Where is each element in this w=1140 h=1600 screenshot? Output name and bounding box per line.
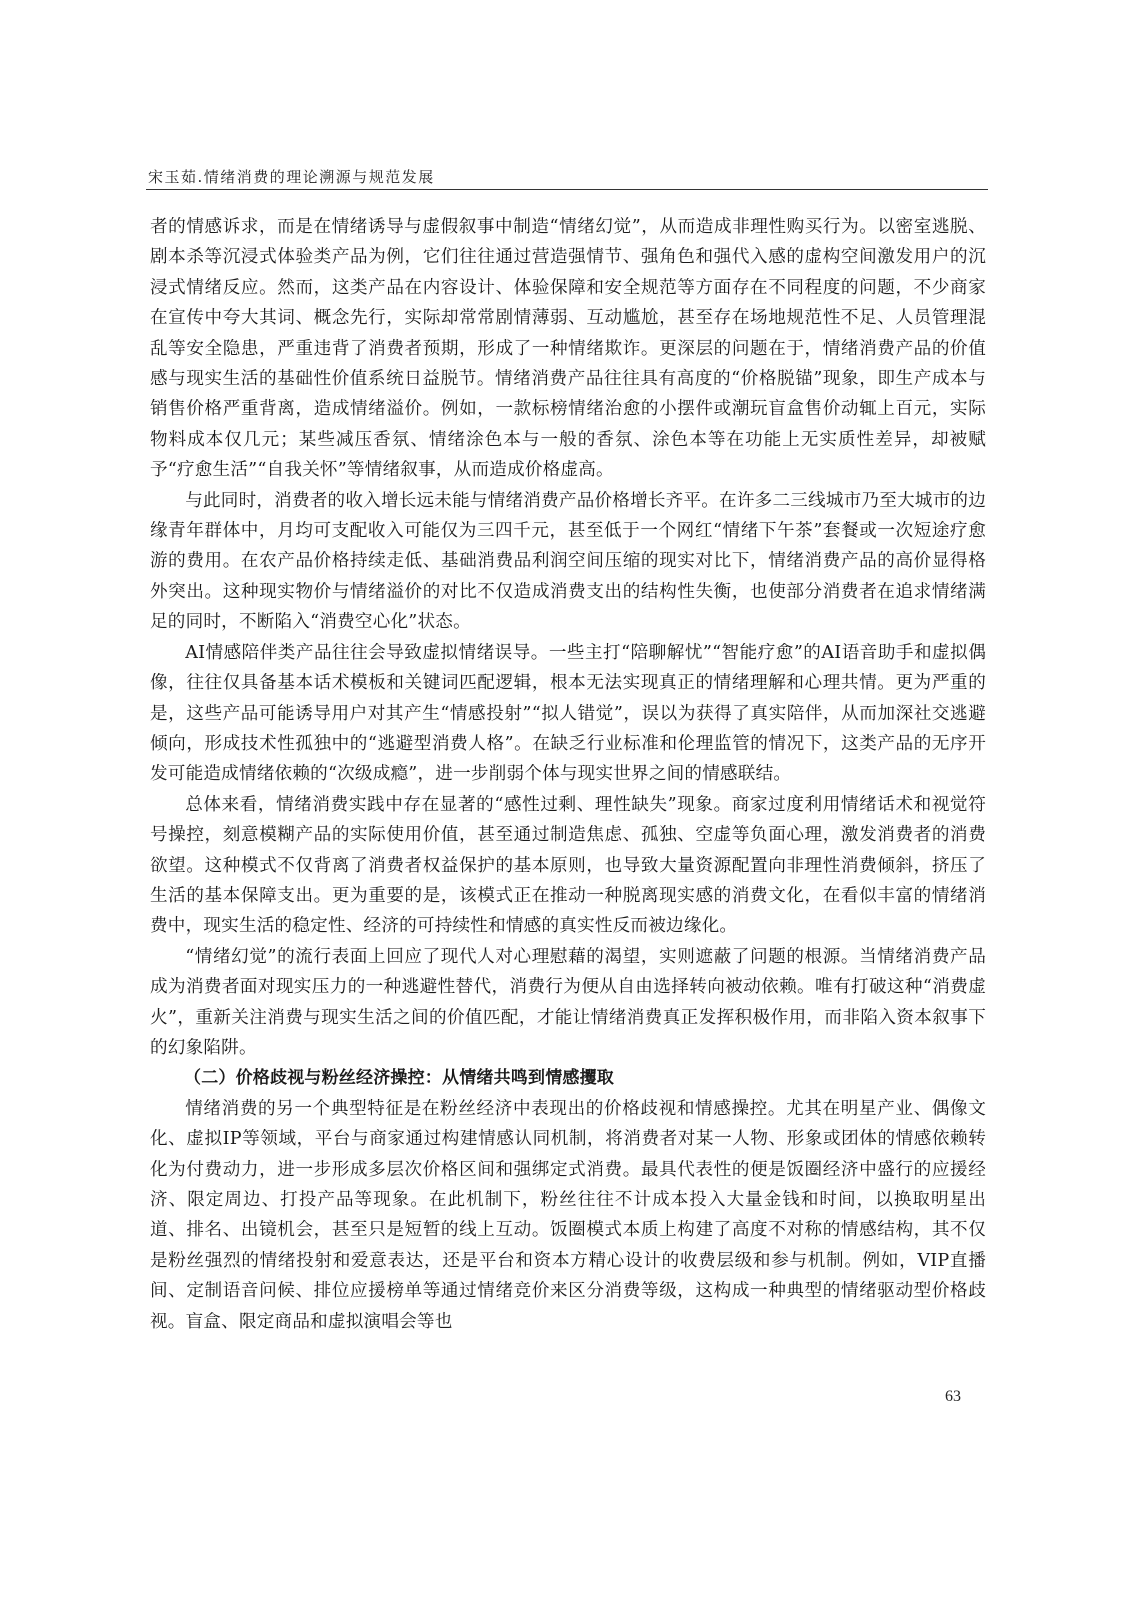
paragraph-1: 者的情感诉求，而是在情绪诱导与虚假叙事中制造“情绪幻觉”，从而造成非理性购买行为。以密室逃脱、剧本杀等沉浸式体验类产品为例，它们往往通过营造强情节、强角色和强代入感的虚构空间激发用户的沉浸式情绪反应。然而，这类产品在内容设计、体验保障和安全规范等方面存在不同程度的问题，不少商家在宣传中夸大其词、概念先行，实际却常常剧情薄弱、互动尴尬，甚至存在场地规范性不足、人员管理混乱等安全隐患，严重违背了消费者预期，形成了一种情绪欺诈。更深层的问题在于，情绪消费产品的价值感与现实生活的基础性价值系统日益脱节。情绪消费产品往往具有高度的“价格脱锚”现象，即生产成本与销售价格严重背离，造成情绪溢价。例如，一款标榜情绪治愈的小摆件或潮玩盲盒售价动辄上百元，实际物料成本仅几元；某些减压香氛、情绪涂色本与一般的香氛、涂色本等在功能上无实质性差异，却被赋予“疗愈生活”“自我关怀”等情绪叙事，从而造成价格虚高。 <box>150 217 986 481</box>
page-number: 63 <box>945 1388 961 1405</box>
paragraph-2: 与此同时，消费者的收入增长远未能与情绪消费产品价格增长齐平。在许多二三线城市乃至大城市的边缘青年群体中，月均可支配收入可能仅为三四千元，甚至低于一个网红“情绪下午茶”套餐或一次短途疗愈游的费用。在农产品价格持续走低、基础消费品利润空间压缩的现实对比下，情绪消费产品的高价显得格外突出。这种现实物价与情绪溢价的对比不仅造成消费支出的结构性失衡，也使部分消费者在追求情绪满足的同时，不断陷入“消费空心化”状态。 <box>150 490 986 633</box>
section-heading: （二）价格歧视与粉丝经济操控：从情绪共鸣到情感攫取 <box>184 1068 614 1089</box>
body-text <box>150 212 986 1337</box>
running-head: 宋玉茹.情绪消费的理论溯源与规范发展 <box>148 168 435 186</box>
paragraph-4: 总体来看，情绪消费实践中存在显著的“感性过剩、理性缺失”现象。商家过度利用情绪话术和视觉符号操控，刻意模糊产品的实际使用价值，甚至通过制造焦虑、孤独、空虚等负面心理，激发消费者的消费欲望。这种模式不仅背离了消费者权益保护的基本原则，也导致大量资源配置向非理性消费倾斜，挤压了生活的基本保障支出。更为重要的是，该模式正在推动一种脱离现实感的消费文化，在看似丰富的情绪消费中，现实生活的稳定性、经济的可持续性和情感的真实性反而被边缘化。 <box>150 794 986 937</box>
header-rule <box>146 189 988 190</box>
paragraph-3: AI情感陪伴类产品往往会导致虚拟情绪误导。一些主打“陪聊解忧”“智能疗愈”的AI语音助手和虚拟偶像，往往仅具备基本话术模板和关键词匹配逻辑，根本无法实现真正的情绪理解和心理共情。更为严重的是，这些产品可能诱导用户对其产生“情感投射”“拟人错觉”，误以为获得了真实陪伴，从而加深社交逃避倾向，形成技术性孤独中的“逃避型消费人格”。在缺乏行业标准和伦理监管的情况下，这类产品的无序开发可能造成情绪依赖的“次级成瘾”，进一步削弱个体与现实世界之间的情感联结。 <box>150 642 986 785</box>
paragraph-6: 情绪消费的另一个典型特征是在粉丝经济中表现出的价格歧视和情感操控。尤其在明星产业、偶像文化、虚拟IP等领域，平台与商家通过构建情感认同机制，将消费者对某一人物、形象或团体的情感依赖转化为付费动力，进一步形成多层次价格区间和强绑定式消费。最具代表性的便是饭圈经济中盛行的应援经济、限定周边、打投产品等现象。在此机制下，粉丝往往不计成本投入大量金钱和时间，以换取明星出道、排名、出镜机会，甚至只是短暂的线上互动。饭圈模式本质上构建了高度不对称的情感结构，其不仅是粉丝强烈的情绪投射和爱意表达，还是平台和资本方精心设计的收费层级和参与机制。例如，VIP直播间、定制语音问候、排位应援榜单等通过情绪竞价来区分消费等级，这构成一种典型的情绪驱动型价格歧视。盲盒、限定商品和虚拟演唱会等也 <box>150 1098 986 1332</box>
paragraph-5: “情绪幻觉”的流行表面上回应了现代人对心理慰藉的渴望，实则遮蔽了问题的根源。当情绪消费产品成为消费者面对现实压力的一种逃避性替代，消费行为便从自由选择转向被动依赖。唯有打破这种“消费虚火”，重新关注消费与现实生活之间的价值匹配，才能让情绪消费真正发挥积极作用，而非陷入资本叙事下的幻象陷阱。 <box>150 946 986 1058</box>
